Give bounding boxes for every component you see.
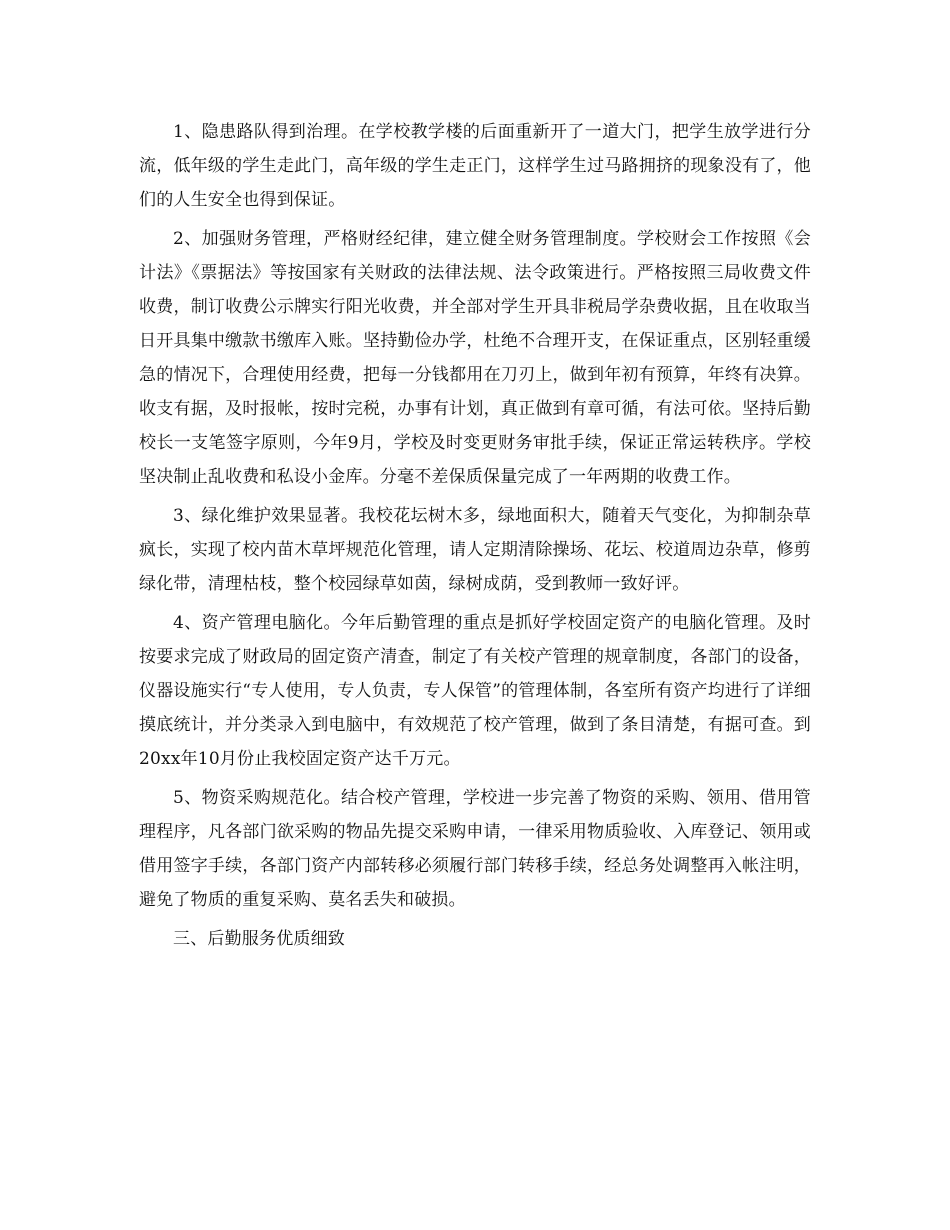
paragraph-4: 4、资产管理电脑化。今年后勤管理的重点是抓好学校固定资产的电脑化管理。及时按要求完成了财政局的固定资产清查，制定了有关校产管理的规章制度，各部门的设备，仪器设施实行“专人使用，专人负责，专人保管”的管理体制，各室所有资产均进行了详细摸底统计，并分类录入到电脑中，有效规范了校产管理，做到了条目清楚，有据可查。到20xx年10月份止我校固定资产达千万元。 [139,613,811,769]
paragraph-5: 5、物资采购规范化。结合校产管理，学校进一步完善了物资的采购、领用、借用管理程序，凡各部门欲采购的物品先提交采购申请，一律采用物质验收、入库登记、领用或借用签字手续，各部门资产内部转移必须履行部门转移手续，经总务处调整再入帐注明，避免了物质的重复采购、莫名丢失和破损。 [139,788,811,910]
paragraph-3: 3、绿化维护效果显著。我校花坛树木多，绿地面积大，随着天气变化，为抑制杂草疯长，实现了校内苗木草坪规范化管理，请人定期清除操场、花坛、校道周边杂草，修剪绿化带，清理枯枝，整个校园绿草如茵，绿树成荫，受到教师一致好评。 [139,506,811,594]
paragraph-2: 2、加强财务管理，严格财经纪律，建立健全财务管理制度。学校财会工作按照《会计法》《票据法》等按国家有关财政的法律法规、法令政策进行。严格按照三局收费文件收费，制订收费公示牌实行阳光收费，并全部对学生开具非税局学杂费收据，且在收取当日开具集中缴款书缴库入账。坚持勤俭办学，杜绝不合理开支，在保证重点，区别轻重缓急的情况下，合理使用经费，把每一分钱都用在刀刃上，做到年初有预算，年终有决算。收支有据，及时报帐，按时完税，办事有计划，真正做到有章可循，有法可依。坚持后勤校长一支笔签字原则，今年9月，学校及时变更财务审批手续，保证正常运转秩序。学校坚决制止乱收费和私设小金库。分毫不差保质保量完成了一年两期的收费工作。 [139,229,811,487]
document-body [139,115,811,961]
paragraph-1: 1、隐患路队得到治理。在学校教学楼的后面重新开了一道大门，把学生放学进行分流，低年级的学生走此门，高年级的学生走正门，这样学生过马路拥挤的现象没有了，他们的人生安全也得到保证。 [139,122,811,210]
section-heading: 三、后勤服务优质细致 [173,929,345,949]
